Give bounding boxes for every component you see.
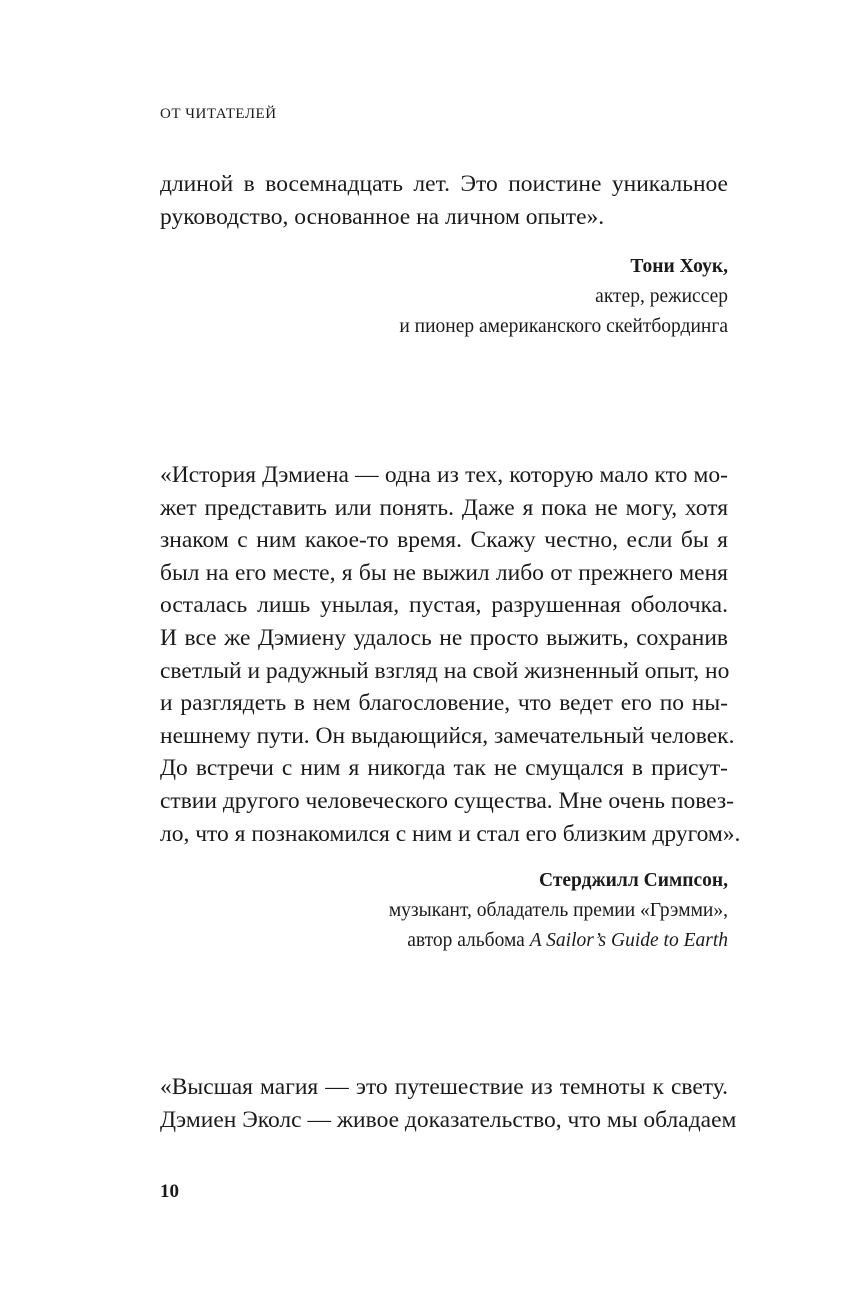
quote-2-text bbox=[160, 459, 741, 850]
quote-line: жет представить или понять. Даже я пока не могу, хотя bbox=[160, 494, 728, 521]
quote-2-attribution bbox=[389, 866, 728, 956]
quote-line: длиной в восемнадцать лет. Это поистине уникальное bbox=[160, 171, 728, 197]
quote-3 bbox=[160, 1071, 737, 1136]
quote-line: «Высшая магия — это путешествие из темноты к свету. bbox=[160, 1074, 728, 1100]
quote-line: И все же Дэмиену удалось не просто выжить, сохранив bbox=[160, 624, 728, 651]
page-number: 10 bbox=[160, 1181, 179, 1202]
quote-line: ствии другого человеческого существа. Мне очень повез- bbox=[160, 787, 734, 814]
quote-line: и разглядеть в нем благословение, что ведет его по ны- bbox=[160, 690, 728, 717]
quote-1 bbox=[160, 168, 728, 233]
quote-line: осталась лишь унылая, пустая, разрушенная оболочка. bbox=[160, 592, 728, 619]
quote-line: Дэмиен Эколс — живое доказательство, что мы обладаем bbox=[160, 1106, 737, 1133]
author-role-album bbox=[389, 926, 728, 956]
author-name: Стерджилл Симпсон, bbox=[539, 870, 728, 891]
quote-line: До встречи с ним я никогда так не смущался в присут- bbox=[160, 755, 728, 782]
author-name: Тони Хоук, bbox=[630, 256, 728, 277]
quote-line: руководство, основанное на личном опыте». bbox=[160, 203, 605, 230]
quote-1-attribution bbox=[399, 252, 728, 342]
quote-line: ло, что я познакомился с ним и стал его близким другом». bbox=[160, 820, 741, 847]
quote-1-text bbox=[160, 168, 728, 233]
quote-line: «История Дэмиена — одна из тех, которую мало кто мо- bbox=[160, 462, 728, 488]
album-title: A Sailor’s Guide to Earth bbox=[529, 930, 728, 951]
quote-line: светлый и радужный взгляд на свой жизненный опыт, но bbox=[160, 657, 730, 684]
quote-line: был на его месте, я бы не выжил либо от прежнего меня bbox=[160, 559, 728, 586]
quote-3-text bbox=[160, 1071, 737, 1136]
author-role: музыкант, обладатель премии «Грэмми», bbox=[388, 900, 728, 921]
album-prefix: автор альбома bbox=[407, 930, 530, 951]
quote-line: нешнему пути. Он выдающийся, замечательный человек. bbox=[160, 722, 735, 749]
quote-line: знаком с ним какое-то время. Скажу честно, если бы я bbox=[160, 527, 728, 554]
author-role: и пионер американского скейтбординга bbox=[399, 316, 728, 337]
author-role: актер, режиссер bbox=[595, 286, 728, 307]
quote-2 bbox=[160, 459, 741, 850]
running-head: ОТ ЧИТАТЕЛЕЙ bbox=[160, 106, 277, 122]
